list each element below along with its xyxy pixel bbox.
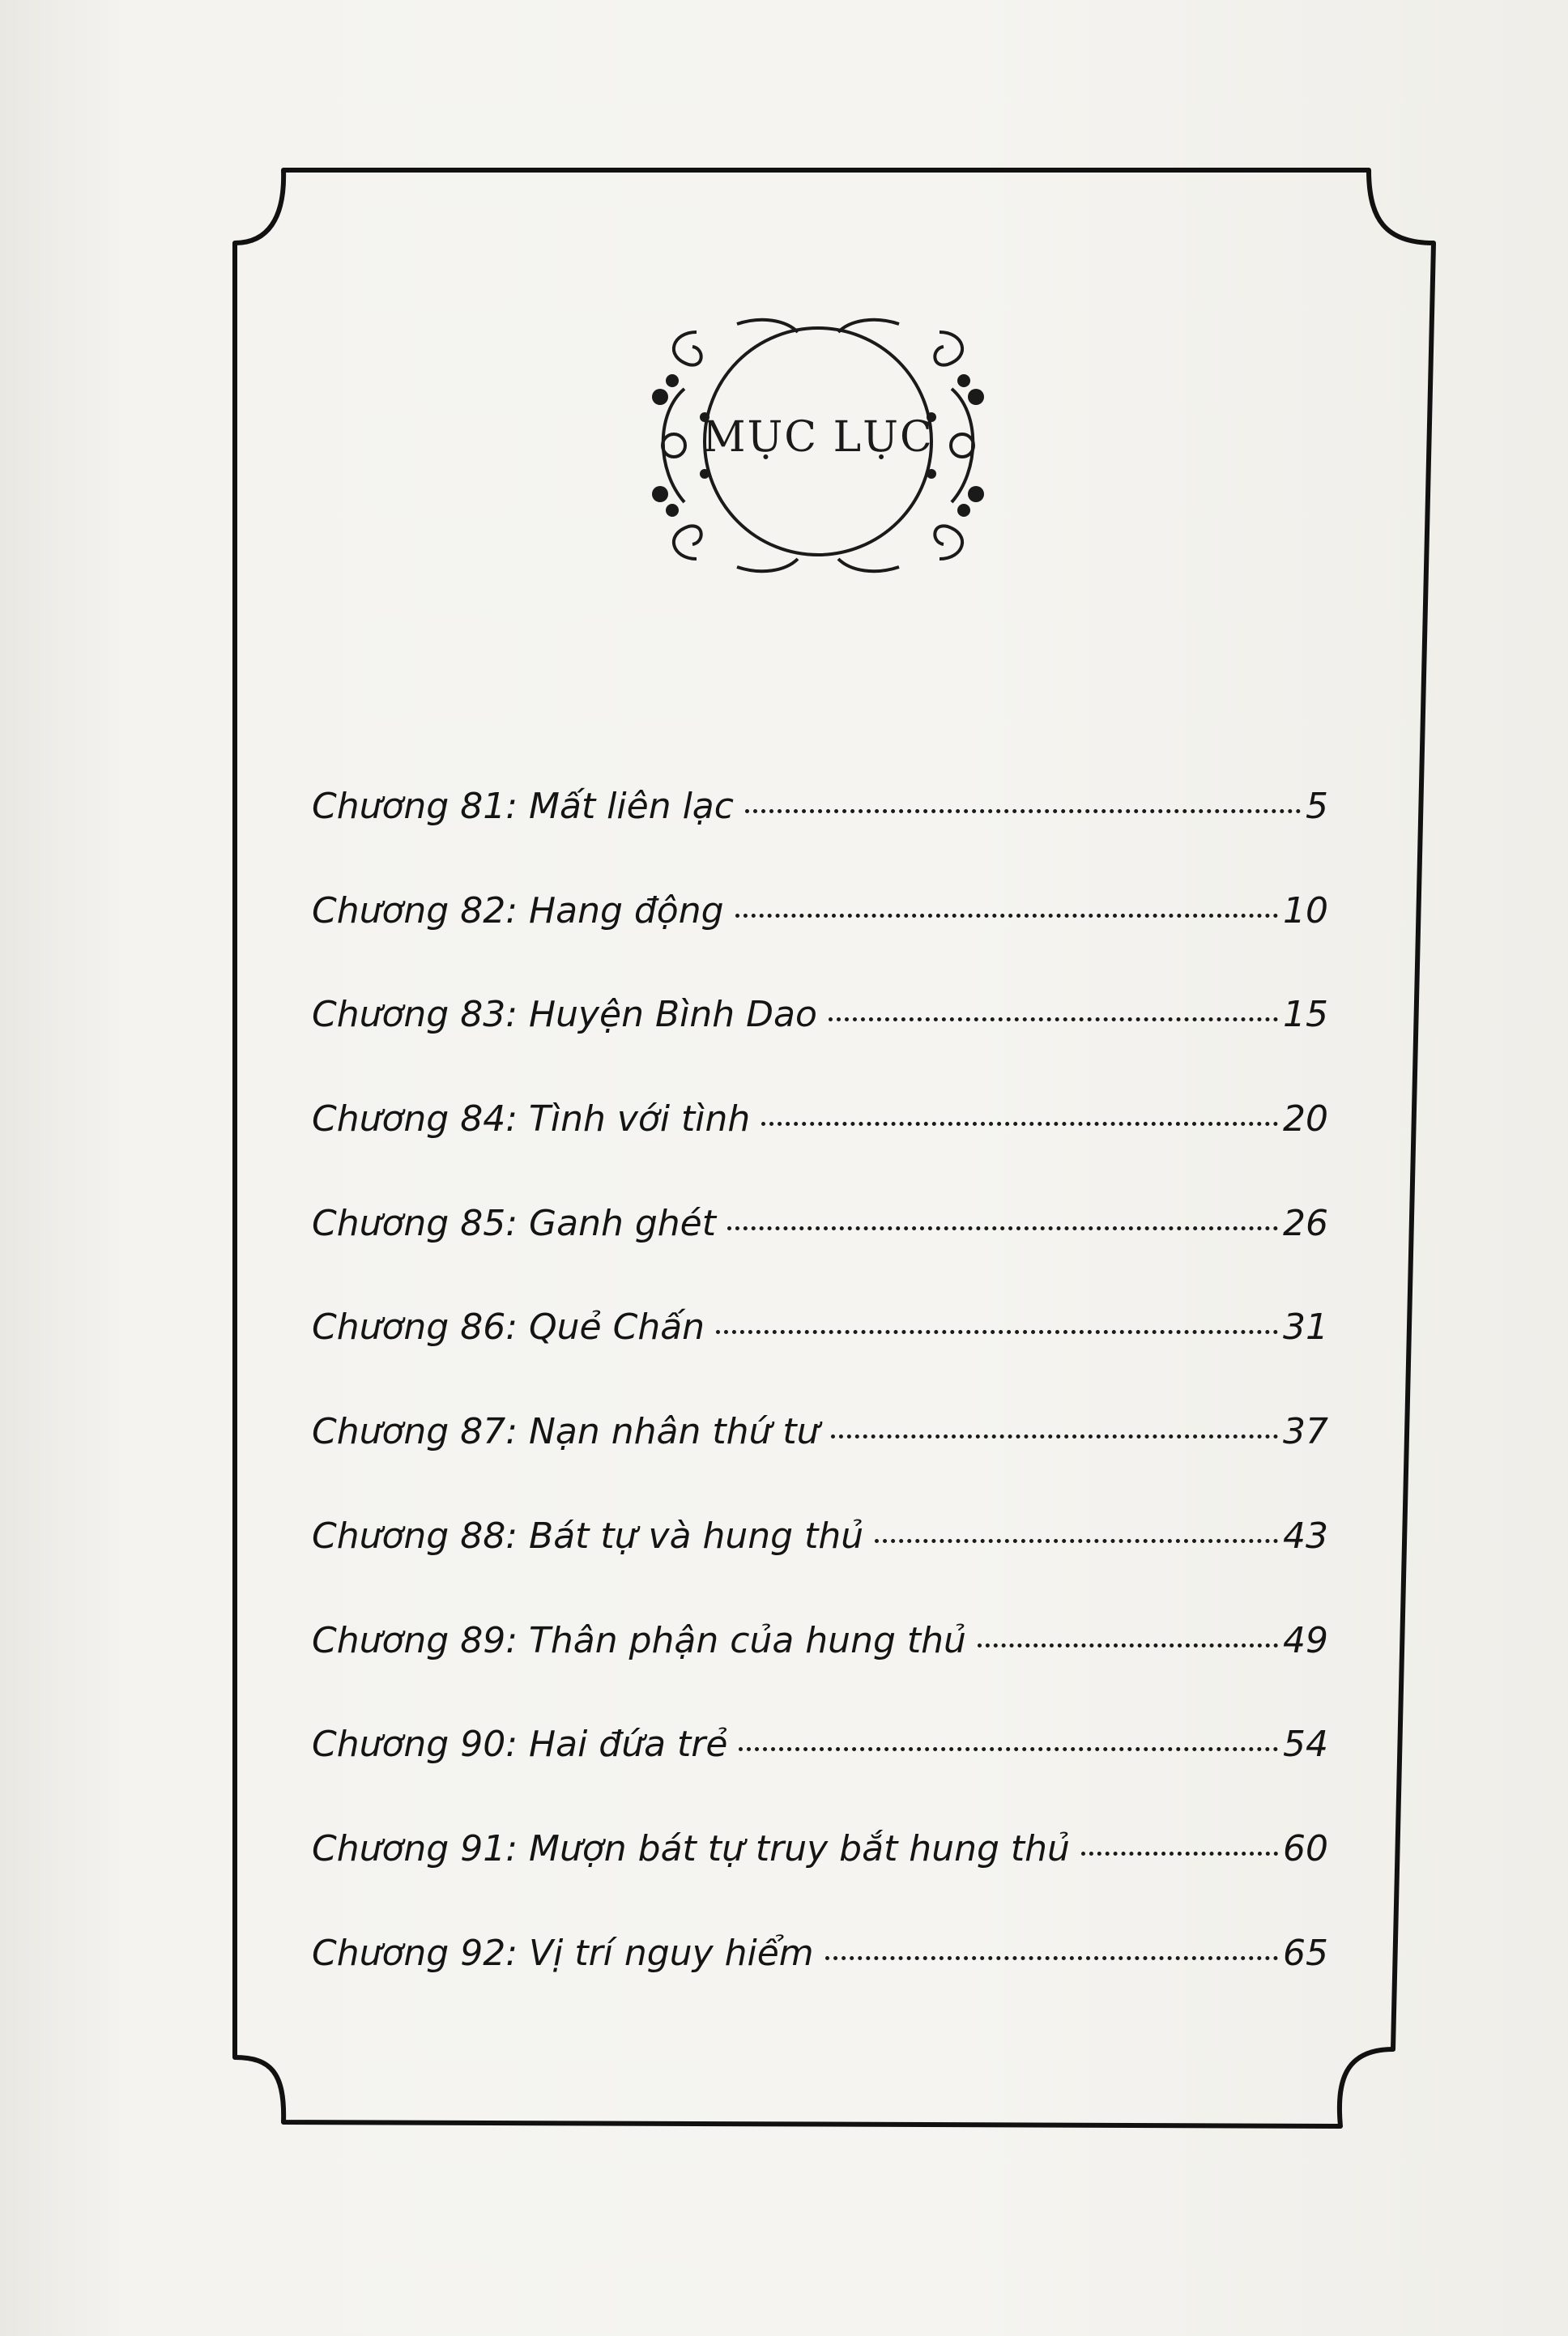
dot-leader [831, 1434, 1278, 1439]
toc-entry-title: Chương 81: Mất liên lạc [312, 786, 734, 827]
toc-entry-title: Chương 88: Bát tự và hung thủ [312, 1515, 864, 1557]
toc-entry[interactable] [312, 1411, 1328, 1515]
toc-entry-page: 31 [1283, 1307, 1328, 1349]
toc-entry[interactable] [312, 1307, 1328, 1411]
toc-entry-page: 60 [1283, 1827, 1328, 1869]
toc-entry[interactable] [312, 994, 1328, 1098]
dot-leader [978, 1643, 1278, 1648]
dot-leader [716, 1330, 1278, 1334]
toc-entry-title: Chương 89: Thân phận của hung thủ [312, 1619, 966, 1661]
toc-entry-title: Chương 90: Hai đứa trẻ [312, 1724, 728, 1766]
dot-leader [745, 809, 1301, 813]
toc-entry-page: 20 [1283, 1098, 1328, 1140]
toc-entry[interactable] [312, 1203, 1328, 1307]
toc-entry-page: 10 [1283, 889, 1328, 931]
toc-entry[interactable] [312, 1724, 1328, 1828]
toc-entry-title: Chương 91: Mượn bát tự truy bắt hung thủ [312, 1827, 1070, 1869]
toc-entry-title: Chương 86: Quẻ Chấn [312, 1307, 705, 1349]
toc-entry[interactable] [312, 786, 1328, 890]
toc-entry[interactable] [312, 1620, 1328, 1724]
toc-entry-page: 5 [1306, 786, 1328, 827]
toc-entry-page: 54 [1283, 1724, 1328, 1766]
toc-entry[interactable] [312, 1515, 1328, 1620]
toc-entry-page: 49 [1283, 1619, 1328, 1661]
dot-leader [1081, 1852, 1278, 1856]
toc-entry-title: Chương 85: Ganh ghét [312, 1202, 716, 1244]
page-title: MỤC LỤC [702, 413, 934, 462]
dot-leader [739, 1747, 1278, 1751]
toc-entry-page: 37 [1283, 1411, 1328, 1453]
toc-entry[interactable] [312, 1828, 1328, 1933]
dot-leader [735, 914, 1278, 918]
dot-leader [761, 1122, 1278, 1126]
toc-entry-title: Chương 83: Huyện Bình Dao [312, 994, 817, 1036]
toc-entry-title: Chương 84: Tình với tình [312, 1098, 751, 1140]
toc-entry-page: 43 [1283, 1515, 1328, 1557]
dot-leader [829, 1017, 1278, 1021]
toc-entry-page: 65 [1283, 1932, 1328, 1974]
toc-entry-title: Chương 87: Nạn nhân thứ tư [312, 1411, 820, 1453]
toc-entry-title: Chương 82: Hang động [312, 889, 724, 931]
dot-leader [727, 1226, 1278, 1230]
heading-emblem [624, 300, 1012, 591]
toc-entry-page: 15 [1283, 994, 1328, 1036]
toc-entry[interactable] [312, 1933, 1328, 2037]
table-of-contents [312, 786, 1328, 2036]
toc-entry-page: 26 [1283, 1202, 1328, 1244]
toc-entry-title: Chương 92: Vị trí nguy hiểm [312, 1932, 814, 1974]
toc-entry[interactable] [312, 890, 1328, 995]
toc-entry[interactable] [312, 1098, 1328, 1203]
dot-leader [825, 1956, 1278, 1960]
dot-leader [875, 1539, 1278, 1543]
